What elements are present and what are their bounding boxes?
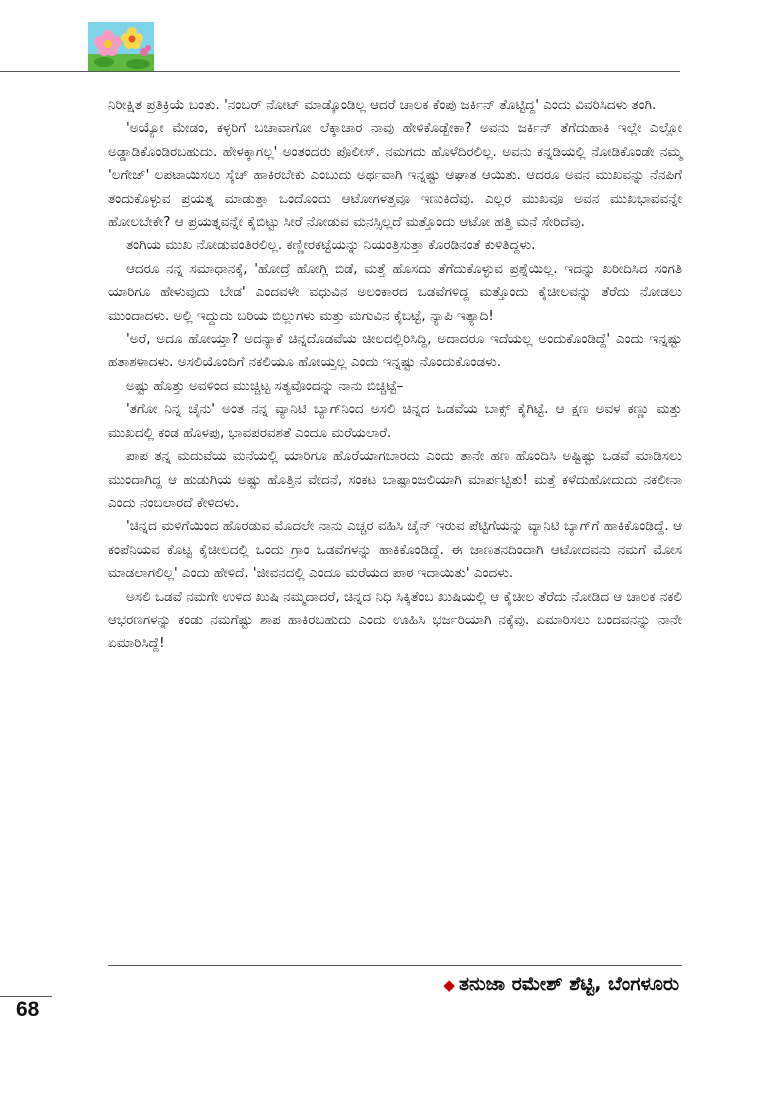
- paragraph: ಪಾಪ ತನ್ನ ಮದುವೆಯ ಮನೆಯಲ್ಲಿ ಯಾರಿಗೂ ಹೊರೆಯಾಗಬಾರದು ಎಂದು ತಾನೇ ಹಣ ಹೊಂದಿಸಿ ಅಷ್ಟಿಷ್ಟು ಒಡವೆ ಮಾಡಿಸಲು ಮುಂದಾಗಿದ್ದ ಆ ಹುಡುಗಿಯ ಅಷ್ಟು ಹೊತ್ತಿನ ವೇದನೆ, ಸಂಕಟ ಬಾಷ್ಪಾಂಜಲಿಯಾಗಿ ಮಾರ್ಪಟ್ಟಿತು! ಮತ್ತೆ ಕಳೆದುಹೋದುದು ನಕಲೀನಾ ಎಂದು ನಂಬಲಾರದೆ ಕೇಳಿದಳು.: [108, 448, 682, 511]
- diamond-bullet-icon: ◆: [443, 976, 455, 994]
- header-rule: [0, 71, 680, 72]
- author-name: ತನುಜಾ ರಮೇಶ್ ಶೆಟ್ಟಿ, ಬೆಂಗಳೂರು: [458, 973, 679, 995]
- paragraph: 'ತಗೋ ನಿನ್ನ ಚೈನು' ಅಂತ ನನ್ನ ವ್ಯಾನಿಟಿ ಬ್ಯಾಗ್‌ನಿಂದ ಅಸಲಿ ಚಿನ್ನದ ಒಡವೆಯ ಬಾಕ್ಸ್ ಕೈಗಿಟ್ಟೆ. ಆ ಕ್ಷಣ ಅವಳ ಕಣ್ಣು ಮತ್ತು ಮುಖದಲ್ಲಿ ಕಂಡ ಹೊಳಪು, ಭಾವಪರವಶತೆ ಎಂದೂ ಮರೆಯಲಾರೆ.: [108, 401, 682, 441]
- footer-rule: [108, 965, 682, 966]
- flower-logo-icon: [88, 22, 154, 72]
- author-byline: [443, 973, 679, 995]
- paragraph: ತಂಗಿಯ ಮುಖ ನೋಡುವಂತಿರಲಿಲ್ಲ. ಕಣ್ಣೀರಕಟ್ಟೆಯನ್ನು ನಿಯಂತ್ರಿಸುತ್ತಾ ಕೊರಡಿನಂತೆ ಕುಳಿತಿದ್ದಳು.: [126, 237, 536, 254]
- page-number-rule: [0, 996, 52, 997]
- paragraph: 'ಚಿನ್ನದ ಮಳಿಗೆಯಿಂದ ಹೊರಡುವ ಮೊದಲೇ ನಾನು ಎಚ್ಚರ ವಹಿಸಿ ಚೈನ್ ಇರುವ ಪೆಟ್ಟಿಗೆಯನ್ನು ವ್ಯಾನಿಟಿ ಬ್ಯಾಗ್‌ಗೆ ಹಾಕಿಕೊಂಡಿದ್ದೆ. ಆ ಕಂಪೆನಿಯವ ಕೊಟ್ಟ ಕೈಚೀಲದಲ್ಲಿ ಒಂದು ಗ್ರಾಂ ಒಡವೆಗಳನ್ನು ಹಾಕಿಕೊಂಡಿದ್ದೆ. ಈ ಜಾಣತನದಿಂದಾಗಿ ಆಟೋದವನು ನಮಗೆ ಮೋಸ ಮಾಡಲಾಗಲಿಲ್ಲ' ಎಂದು ಹೇಳಿದೆ. 'ಜೀವನದಲ್ಲಿ ಎಂದೂ ಮರೆಯದ ಪಾಠ ಇದಾಯಿತು' ಎಂದಳು.: [108, 518, 682, 582]
- article-body: [108, 94, 682, 656]
- paragraph: ಅಸಲಿ ಒಡವೆ ನಮಗೇ ಉಳಿದ ಖುಷಿ ನಮ್ಮದಾದರೆ, ಚಿನ್ನದ ನಿಧಿ ಸಿಕ್ಕಿತೆಂಬ ಖುಷಿಯಲ್ಲಿ ಆ ಕೈಚೀಲ ತೆರೆದು ನೋಡಿದ ಆ ಚಾಲಕ ನಕಲಿ ಆಭರಣಗಳನ್ನು ಕಂಡು ನಮಗೆಷ್ಟು ಶಾಪ ಹಾಕಿರಬಹುದು ಎಂದು ಊಹಿಸಿ ಭರ್ಜರಿಯಾಗಿ ನಕ್ಕೆವು. ಏಮಾರಿಸಲು ಬಂದವನನ್ನು ನಾನೇ ಏಮಾರಿಸಿದ್ದೆ!: [108, 588, 682, 652]
- paragraph: 'ಅಯ್ಯೋ ಮೇಡಂ, ಕಳ್ಳರಿಗೆ ಬಚಾವಾಗೋ ಲೆಕ್ಕಾಚಾರ ನಾವು ಹೇಳಿಕೊಡ್ಬೇಕಾ? ಅವನು ಜರ್ಕಿನ್ ತೆಗೆದುಹಾಕಿ ಇಲ್ಲೇ ಎಲ್ಲೋ ಅಡ್ಡಾಡಿಕೊಂಡಿರಬಹುದು. ಹೇಳಕ್ಕಾಗಲ್ಲ' ಅಂತಂದರು ಪೊಲೀಸ್. ನಮಗದು ಹೊಳೆದಿರಲಿಲ್ಲ. ಅವನು ಕನ್ನಡಿಯಲ್ಲಿ ನೋಡಿಕೊಂಡೇ ನಮ್ಮ 'ಲಗೇಜ್' ಲಪಟಾಯಿಸಲು ಸ್ಕೆಚ್ ಹಾಕಿರಬೇಕು ಎಂಬುದು ಅರ್ಥವಾಗಿ ಇನ್ನಷ್ಟು ಆಘಾತ ಆಯಿತು. ಆದರೂ ಅವನ ಮುಖವನ್ನು ನೆನಪಿಗೆ ತಂದುಕೊಳ್ಳುವ ಪ್ರಯತ್ನ ಮಾಡುತ್ತಾ ಒಂದೊಂದು ಆಟೋಗಳತ್ತವೂ ಇಣುಕಿದೆವು. ಎಲ್ಲರ ಮುಖವೂ ಅವನ ಮುಖಭಾವವನ್ನೇ ಹೋಲಬೇಕೇ? ಆ ಪ್ರಯತ್ನವನ್ನೇ ಕೈಬಿಟ್ಟು ಸೀರೆ ನೋಡುವ ಮನಸ್ಸಿಲ್ಲದೆ ಮತ್ತೊಂದು ಆಟೋ ಹತ್ತಿ ಮನೆ ಸೇರಿದೆವು.: [108, 120, 682, 231]
- paragraph: ಅಷ್ಟು ಹೊತ್ತು ಅವಳಿಂದ ಮುಚ್ಚಿಟ್ಟ ಸತ್ಯವೊಂದನ್ನು ನಾನು ಬಿಚ್ಚಿಟ್ಟೆ–: [126, 377, 404, 394]
- page-number: 68: [16, 998, 40, 1021]
- paragraph: ನಿರೀಕ್ಷಿತ ಪ್ರತಿಕ್ರಿಯೆ ಬಂತು. 'ನಂಬರ್ ನೋಟ್ ಮಾಡ್ಕೊಂಡಿಲ್ಲ ಆದರೆ ಚಾಲಕ ಕೆಂಪು ಜರ್ಕಿನ್ ತೊಟ್ಟಿದ್ದ' ಎಂದು ವಿವರಿಸಿದಳು ತಂಗಿ.: [108, 97, 657, 113]
- paragraph: ಆದರೂ ನನ್ನ ಸಮಾಧಾನಕ್ಕೆ, 'ಹೋದ್ರೆ ಹೋಗ್ಲಿ ಬಿಡೆ, ಮತ್ತೆ ಹೊಸದು ತೆಗೆದುಕೊಳ್ಳುವ ಪ್ರಶ್ನೆಯಿಲ್ಲ. ಇದನ್ನು ಖರೀದಿಸಿದ ಸಂಗತಿ ಯಾರಿಗೂ ಹೇಳುವುದು ಬೇಡ' ಎಂದವಳೇ ವಧುವಿನ ಅಲಂಕಾರದ ಒಡವೆಗಳಿದ್ದ ಮತ್ತೊಂದು ಕೈಚೀಲವನ್ನು ತೆರೆದು ನೋಡಲು ಮುಂದಾದಳು. ಅಲ್ಲಿ ಇದ್ದುದು ಬರಿಯ ಬಿಲ್ಲುಗಳು ಮತ್ತು ಮಗುವಿನ ಕೈಬಟ್ಟೆ, ನ್ಯಾಪಿ ಇತ್ಯಾದಿ!: [108, 260, 682, 324]
- paragraph: 'ಅರೆ, ಅದೂ ಹೋಯ್ತಾ? ಅದನ್ಯಾಕೆ ಚಿನ್ನದೊಡವೆಯ ಚೀಲದಲ್ಲಿರಿಸಿದ್ದಿ, ಅದಾದರೂ ಇದೆಯಲ್ಲ ಅಂದುಕೊಂಡಿದ್ದೆ' ಎಂದು ಇನ್ನಷ್ಟು ಹತಾಶಳಾದಳು. ಅಸಲಿಯೊಂದಿಗೆ ನಕಲಿಯೂ ಹೋಯ್ತಲ್ಲ ಎಂದು ಇನ್ನಷ್ಟು ನೊಂದುಕೊಂಡಳು.: [108, 331, 682, 371]
